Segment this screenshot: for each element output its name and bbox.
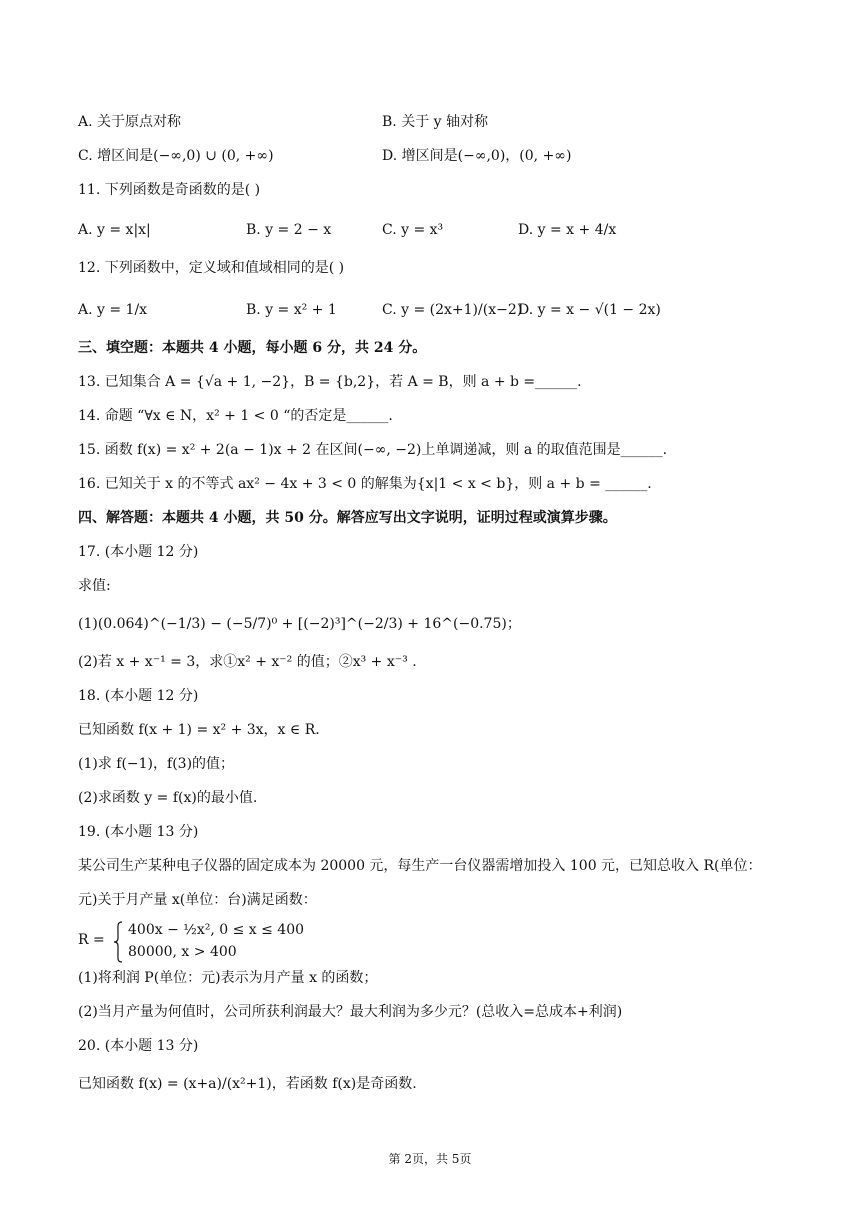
- q11-option-d: D. y = x + 4/x: [518, 222, 617, 238]
- q18-head: 18. (本小题 12 分): [78, 688, 199, 704]
- q10-option-c: C. 增区间是(−∞,0) ∪ (0, +∞): [78, 148, 274, 164]
- q12-option-a: A. y = 1/x: [78, 302, 148, 318]
- q11-option-b: B. y = 2 − x: [246, 222, 332, 238]
- section-heading-fill-in: 三、填空题：本题共 4 小题，每小题 6 分，共 24 分。: [78, 340, 427, 356]
- q20-intro: 已知函数 f(x) = (x+a)/(x²+1)，若函数 f(x)是奇函数.: [78, 1076, 417, 1092]
- section-heading-solutions: 四、解答题：本题共 4 小题，共 50 分。解答应写出文字说明，证明过程或演算步骤。: [78, 510, 617, 526]
- q11-option-c: C. y = x³: [382, 222, 444, 238]
- q18-part2: (2)求函数 y = f(x)的最小值.: [78, 790, 258, 806]
- q10-option-b: B. 关于 y 轴对称: [382, 114, 488, 130]
- q12-stem: 12. 下列函数中，定义域和值域相同的是( ): [78, 260, 345, 276]
- q12-option-d: D. y = x − √(1 − 2x): [518, 302, 661, 318]
- q19-case1: 400x − ½x², 0 ≤ x ≤ 400: [128, 922, 305, 938]
- q12-option-c: C. y = (2x+1)/(x−2): [382, 302, 523, 318]
- q18-intro: 已知函数 f(x + 1) = x² + 3x，x ∈ R.: [78, 722, 320, 738]
- q18-part1: (1)求 f(−1)，f(3)的值；: [78, 756, 235, 772]
- q14: 14. 命题 “∀x ∈ N，x² + 1 < 0 “的否定是______.: [78, 408, 393, 424]
- q20-head: 20. (本小题 13 分): [78, 1038, 199, 1054]
- page-footer: 第 2页，共 5页: [388, 1152, 472, 1166]
- q19-case2: 80000, x > 400: [128, 944, 237, 960]
- q19-intro-line1: 某公司生产某种电子仪器的固定成本为 20000 元，每生产一台仪器需增加投入 100 元，已知总收入 R(单位：: [78, 858, 762, 874]
- q11-option-a: A. y = x|x|: [78, 222, 151, 238]
- q11-stem: 11. 下列函数是奇函数的是( ): [78, 182, 261, 198]
- q17-part1: (1)(0.064)^(−1/3) − (−5/7)⁰ + [(−2)³]^(−2/3) + 16^(−0.75)；: [78, 616, 521, 632]
- q10-option-d: D. 增区间是(−∞,0)，(0, +∞): [382, 148, 572, 164]
- q17-intro: 求值:: [78, 578, 111, 594]
- q13: 13. 已知集合 A = {√a + 1, −2}，B = {b,2}，若 A = B，则 a + b =______.: [78, 374, 582, 390]
- brace-icon: [112, 920, 124, 964]
- q17-head: 17. (本小题 12 分): [78, 544, 199, 560]
- q16: 16. 已知关于 x 的不等式 ax² − 4x + 3 < 0 的解集为{x|1 < x < b}，则 a + b = ______.: [78, 476, 652, 492]
- q12-option-b: B. y = x² + 1: [246, 302, 337, 318]
- q15: 15. 函数 f(x) = x² + 2(a − 1)x + 2 在区间(−∞, −2)上单调递减，则 a 的取值范围是______.: [78, 442, 668, 458]
- q10-option-a: A. 关于原点对称: [78, 114, 182, 130]
- q19-part2: (2)当月产量为何值时，公司所获利润最大？最大利润为多少元？(总收入=总成本+利润): [78, 1004, 623, 1020]
- q19-part1: (1)将利润 P(单位：元)表示为月产量 x 的函数；: [78, 970, 378, 986]
- q19-intro-line2: 元)关于月产量 x(单位：台)满足函数：: [78, 892, 317, 908]
- q19-head: 19. (本小题 13 分): [78, 824, 199, 840]
- q17-part2: (2)若 x + x⁻¹ = 3，求①x² + x⁻² 的值；②x³ + x⁻³ .: [78, 654, 417, 670]
